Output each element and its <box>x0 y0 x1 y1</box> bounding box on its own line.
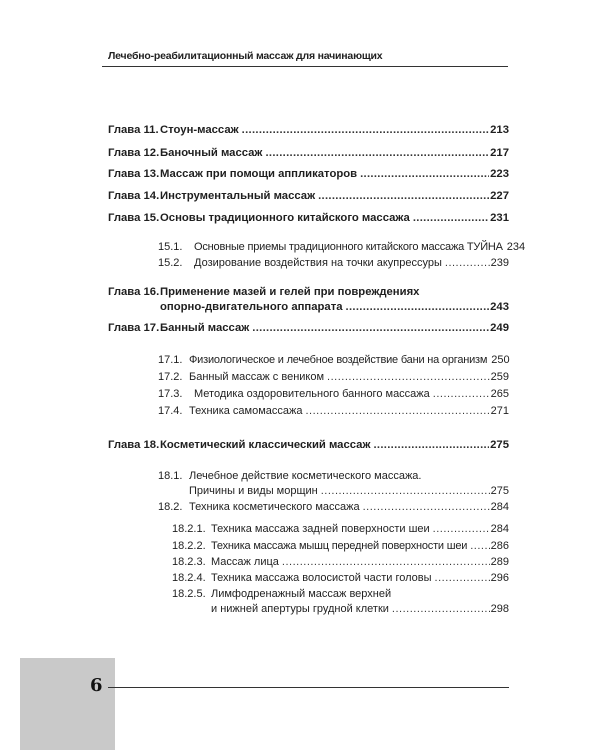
chapter-title-line1: Применение мазей и гелей при повреждениях <box>160 286 420 298</box>
dot-leader <box>363 501 490 514</box>
section-number: 18.1. <box>158 470 183 482</box>
page-ref: 239 <box>490 257 509 269</box>
toc-chapter-14[interactable] <box>108 190 509 203</box>
toc-section-15-2[interactable] <box>158 257 509 270</box>
section-title: Банный массаж с веником <box>189 371 325 383</box>
chapter-number: Глава 11. <box>108 124 159 136</box>
page-ref: 275 <box>490 485 509 497</box>
toc-section-18-2[interactable] <box>158 501 509 514</box>
dot-leader <box>392 603 490 616</box>
section-number: 15.1. <box>158 241 183 253</box>
toc-chapter-15[interactable] <box>108 212 509 225</box>
running-header-title: Лечебно-реабилитационный массаж для начинающих <box>108 50 383 62</box>
dot-leader <box>433 388 490 401</box>
toc-section-17-3[interactable] <box>158 388 509 401</box>
dot-leader <box>373 439 489 452</box>
page-number-tab <box>20 658 115 750</box>
toc-subsection-18-2-3[interactable] <box>172 556 509 569</box>
toc-subsection-18-2-2[interactable] <box>172 540 509 553</box>
page-ref: 243 <box>490 301 509 313</box>
subsection-title: Техника массажа мышц передней поверхности шеи <box>211 540 468 552</box>
dot-leader <box>265 147 489 160</box>
toc-chapter-18[interactable] <box>108 439 509 452</box>
chapter-title-line2: опорно-двигательного аппарата <box>160 301 343 313</box>
section-title: Физиологическое и лечебное воздействие бани на организм <box>189 354 488 366</box>
chapter-title: Массаж при помощи аппликаторов <box>160 168 358 180</box>
page-ref: 217 <box>490 147 509 159</box>
subsection-number: 18.2.3. <box>172 556 206 568</box>
toc-section-17-1[interactable] <box>158 354 509 367</box>
chapter-16-second-line <box>160 301 509 314</box>
section-title: Дозирование воздействия на точки акупрессуры <box>194 257 442 269</box>
dot-leader <box>346 301 490 314</box>
toc-chapter-11[interactable] <box>108 124 509 137</box>
page-ref: 231 <box>490 212 509 224</box>
toc-subsection-18-2-1[interactable] <box>172 523 509 536</box>
subsection-title-line2: и нижней апертуры грудной клетки <box>211 603 389 615</box>
toc-section-17-4[interactable] <box>158 405 509 418</box>
dot-leader <box>445 257 490 270</box>
subsection-number: 18.2.2. <box>172 540 206 552</box>
header-rule <box>102 66 508 67</box>
page-ref: 275 <box>490 439 509 451</box>
chapter-title: Инструментальный массаж <box>160 190 316 202</box>
section-number: 17.2. <box>158 371 183 383</box>
toc-section-15-1[interactable] <box>158 241 526 254</box>
page-ref: 284 <box>490 501 509 513</box>
page-ref: 298 <box>490 603 509 615</box>
page-ref: 227 <box>490 190 509 202</box>
toc-chapter-13[interactable] <box>108 168 509 181</box>
section-title: Техника косметического массажа <box>189 501 360 513</box>
chapter-title: Основы традиционного китайского массажа <box>160 212 410 224</box>
toc-section-17-2[interactable] <box>158 371 509 384</box>
page-ref: 265 <box>490 388 509 400</box>
footer-rule <box>108 687 509 688</box>
dot-leader <box>321 485 490 498</box>
section-title-line1: Лечебное действие косметического массажа. <box>189 470 422 482</box>
subsection-18-2-5-second-line <box>211 603 509 616</box>
section-title: Основные приемы традиционного китайского массажа ТУЙНА <box>194 241 503 253</box>
dot-leader <box>470 540 489 553</box>
dot-leader <box>433 523 490 536</box>
section-number: 15.2. <box>158 257 183 269</box>
page-ref: 250 <box>491 354 510 366</box>
page-ref: 289 <box>490 556 509 568</box>
section-18-1-second-line <box>189 485 509 498</box>
subsection-number: 18.2.5. <box>172 588 206 600</box>
section-number: 17.3. <box>158 388 183 400</box>
chapter-number: Глава 12. <box>108 147 160 159</box>
page-ref: 286 <box>490 540 509 552</box>
chapter-title: Банный массаж <box>160 322 250 334</box>
toc-chapter-12[interactable] <box>108 147 509 160</box>
chapter-title: Баночный массаж <box>160 147 263 159</box>
page-ref: 284 <box>490 523 509 535</box>
toc-chapter-17[interactable] <box>108 322 509 335</box>
chapter-title: Стоун-массаж <box>160 124 239 136</box>
subsection-number: 18.2.1. <box>172 523 206 535</box>
chapter-number: Глава 17. <box>108 322 160 334</box>
chapter-number: Глава 18. <box>108 439 160 451</box>
page-ref: 213 <box>490 124 509 136</box>
page-ref: 234 <box>506 241 526 253</box>
chapter-number: Глава 13. <box>108 168 160 180</box>
section-number: 17.1. <box>158 354 183 366</box>
chapter-number: Глава 16. <box>108 286 160 298</box>
dot-leader <box>252 322 489 335</box>
dot-leader <box>413 212 489 225</box>
subsection-title: Техника массажа задней поверхности шеи <box>211 523 430 535</box>
chapter-number: Глава 14. <box>108 190 160 202</box>
dot-leader <box>318 190 489 203</box>
dot-leader <box>435 572 490 585</box>
dot-leader <box>360 168 489 181</box>
page-ref: 249 <box>490 322 509 334</box>
dot-leader <box>327 371 490 384</box>
toc-subsection-18-2-4[interactable] <box>172 572 509 585</box>
page-ref: 259 <box>490 371 509 383</box>
chapter-number: Глава 15. <box>108 212 160 224</box>
section-title-line2: Причины и виды морщин <box>189 485 318 497</box>
dot-leader <box>282 556 490 569</box>
dot-leader <box>306 405 490 418</box>
subsection-title: Техника массажа волосистой части головы <box>211 572 432 584</box>
chapter-title: Косметический классический массаж <box>160 439 371 451</box>
subsection-title-line1: Лимфодренажный массаж верхней <box>211 588 392 600</box>
page-ref: 271 <box>490 405 509 417</box>
subsection-title: Массаж лица <box>211 556 279 568</box>
subsection-number: 18.2.4. <box>172 572 206 584</box>
section-number: 17.4. <box>158 405 183 417</box>
section-title: Техника самомассажа <box>189 405 303 417</box>
dot-leader <box>242 124 489 137</box>
page-number: 6 <box>90 675 103 696</box>
section-number: 18.2. <box>158 501 183 513</box>
section-title: Методика оздоровительного банного массажа <box>194 388 430 400</box>
page-ref: 223 <box>490 168 509 180</box>
page-ref: 296 <box>490 572 509 584</box>
